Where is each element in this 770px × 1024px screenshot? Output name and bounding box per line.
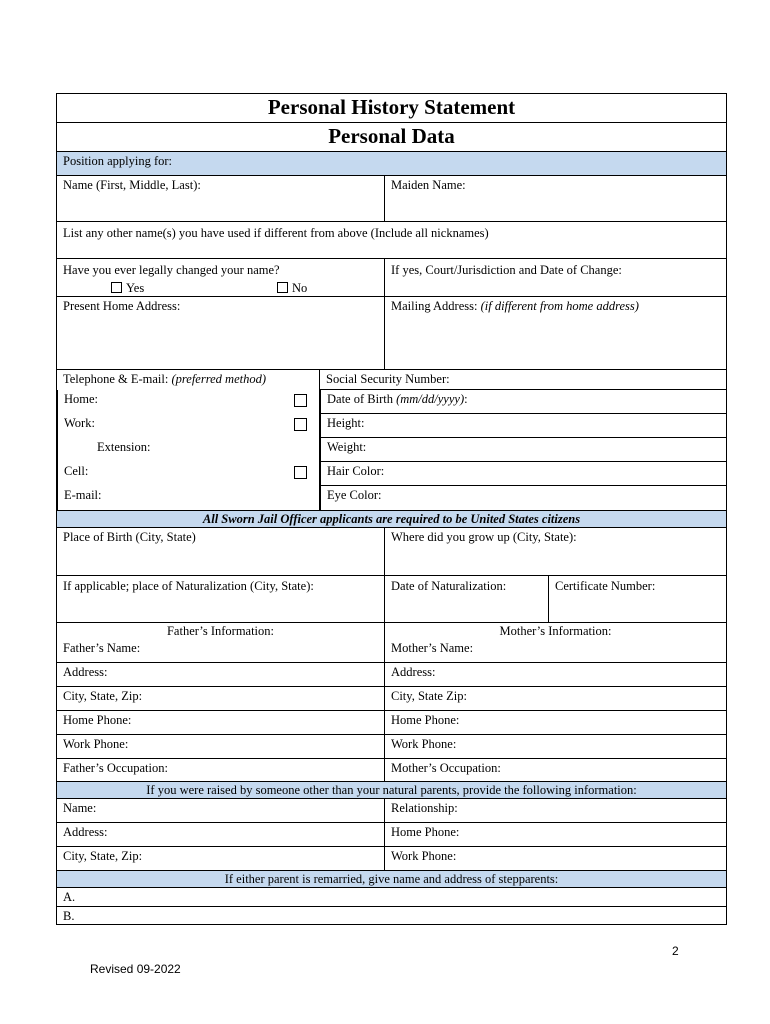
weight-label: Weight: bbox=[327, 440, 367, 454]
name-row bbox=[57, 175, 726, 221]
mailing-address-note: (if different from home address) bbox=[480, 299, 639, 313]
form-title-row bbox=[57, 94, 726, 122]
mailing-address-label: Mailing Address: bbox=[391, 299, 478, 313]
email-field[interactable] bbox=[57, 486, 319, 510]
mother-home-phone-field[interactable]: Home Phone: bbox=[384, 711, 726, 734]
grow-up-label: Where did you grow up (City, State): bbox=[391, 530, 577, 544]
physical-column bbox=[320, 370, 726, 510]
parents-row bbox=[57, 639, 726, 662]
citizens-notice: All Sworn Jail Officer applicants are required to be United States citizens bbox=[202, 512, 581, 526]
stepparent-row bbox=[57, 906, 726, 924]
ssn-field[interactable] bbox=[320, 370, 726, 390]
grow-up-field[interactable] bbox=[384, 528, 726, 575]
revision-date: Revised 09-2022 bbox=[90, 962, 181, 976]
cell-phone-field[interactable] bbox=[57, 462, 319, 486]
certificate-number-field[interactable] bbox=[548, 576, 726, 622]
parents-row bbox=[57, 758, 726, 781]
naturalization-date-field[interactable] bbox=[384, 576, 548, 622]
dob-note: (mm/dd/yyyy) bbox=[396, 392, 465, 406]
guardian-work-phone-field[interactable]: Work Phone: bbox=[384, 847, 726, 870]
stepparents-notice: If either parent is remarried, give name and address of stepparents: bbox=[224, 872, 559, 886]
yes-checkbox[interactable] bbox=[111, 282, 122, 293]
personal-history-form bbox=[56, 93, 727, 925]
mailing-address-field[interactable] bbox=[384, 297, 726, 369]
name-label: Name (First, Middle, Last): bbox=[63, 178, 201, 192]
father-work-phone-field[interactable]: Work Phone: bbox=[63, 737, 129, 751]
mother-work-phone-field[interactable]: Work Phone: bbox=[384, 735, 726, 758]
ssn-label: Social Security Number: bbox=[326, 372, 450, 386]
email-label: E-mail: bbox=[64, 488, 102, 502]
other-names-field[interactable] bbox=[57, 222, 726, 258]
parents-row bbox=[57, 662, 726, 686]
father-occupation-field[interactable]: Father’s Occupation: bbox=[63, 761, 168, 775]
birth-place-label: Place of Birth (City, State) bbox=[63, 530, 196, 544]
extension-label: Extension: bbox=[97, 440, 151, 454]
name-change-field bbox=[57, 259, 384, 296]
weight-field[interactable] bbox=[320, 438, 726, 462]
maiden-name-field[interactable] bbox=[384, 176, 726, 221]
hair-color-label: Hair Color: bbox=[327, 464, 385, 478]
form-title: Personal History Statement bbox=[267, 95, 516, 119]
stepparent-row bbox=[57, 887, 726, 906]
telephone-header bbox=[57, 370, 319, 390]
home-phone-field[interactable] bbox=[57, 390, 319, 414]
father-name-field[interactable]: Father’s Name: bbox=[63, 641, 141, 655]
name-field[interactable] bbox=[57, 176, 384, 221]
stepparent-b-field[interactable]: B. bbox=[63, 909, 75, 923]
page-number: 2 bbox=[672, 944, 679, 958]
naturalization-row bbox=[57, 575, 726, 622]
address-row bbox=[57, 296, 726, 369]
eye-color-field[interactable] bbox=[320, 486, 726, 510]
father-city-field[interactable]: City, State, Zip: bbox=[63, 689, 143, 703]
parents-row bbox=[57, 686, 726, 710]
no-option[interactable] bbox=[277, 281, 307, 296]
raised-row bbox=[57, 798, 726, 822]
mother-occupation-field[interactable]: Mother’s Occupation: bbox=[384, 759, 726, 781]
yes-label: Yes bbox=[126, 281, 145, 295]
position-label: Position applying for: bbox=[63, 154, 173, 168]
naturalization-date-label: Date of Naturalization: bbox=[391, 579, 507, 593]
name-change-row bbox=[57, 258, 726, 296]
eye-color-label: Eye Color: bbox=[327, 488, 382, 502]
work-phone-field[interactable] bbox=[57, 414, 319, 438]
other-names-row bbox=[57, 221, 726, 258]
position-row[interactable] bbox=[57, 151, 726, 175]
cell-phone-label: Cell: bbox=[64, 464, 89, 478]
dob-field[interactable] bbox=[320, 390, 726, 414]
other-names-label: List any other name(s) you have used if different from above (Include all nicknames) bbox=[63, 226, 489, 240]
mother-name-field[interactable]: Mother’s Name: bbox=[384, 639, 726, 662]
raised-row bbox=[57, 822, 726, 846]
dob-label: Date of Birth bbox=[327, 392, 393, 406]
cell-preferred-checkbox[interactable] bbox=[294, 466, 307, 479]
work-preferred-checkbox[interactable] bbox=[294, 418, 307, 431]
mother-city-field[interactable]: City, State Zip: bbox=[384, 687, 726, 710]
form-subtitle-row bbox=[57, 122, 726, 151]
guardian-name-field[interactable]: Name: bbox=[63, 801, 97, 815]
parents-row bbox=[57, 734, 726, 758]
maiden-name-label: Maiden Name: bbox=[391, 178, 466, 192]
birth-place-field[interactable] bbox=[57, 528, 384, 575]
guardian-address-field[interactable]: Address: bbox=[63, 825, 108, 839]
court-field[interactable] bbox=[384, 259, 726, 296]
home-preferred-checkbox[interactable] bbox=[294, 394, 307, 407]
father-address-field[interactable]: Address: bbox=[63, 665, 108, 679]
yes-option[interactable] bbox=[111, 281, 144, 296]
telephone-label: Telephone & E-mail: bbox=[63, 372, 169, 386]
raised-notice-row bbox=[57, 781, 726, 798]
home-phone-label: Home: bbox=[64, 392, 99, 406]
raised-row bbox=[57, 846, 726, 870]
citizens-notice-row bbox=[57, 510, 726, 527]
telephone-note: (preferred method) bbox=[171, 372, 266, 386]
height-field[interactable] bbox=[320, 414, 726, 438]
parents-row bbox=[57, 710, 726, 734]
guardian-relationship-field[interactable]: Relationship: bbox=[384, 799, 726, 822]
no-label: No bbox=[292, 281, 308, 295]
stepparent-a-field[interactable]: A. bbox=[63, 890, 76, 904]
hair-color-field[interactable] bbox=[320, 462, 726, 486]
guardian-city-field[interactable]: City, State, Zip: bbox=[63, 849, 143, 863]
father-info-header: Father’s Information: bbox=[166, 624, 275, 638]
parents-rows bbox=[57, 639, 726, 781]
court-label: If yes, Court/Jurisdiction and Date of Change: bbox=[391, 263, 622, 277]
home-address-label: Present Home Address: bbox=[63, 299, 181, 313]
father-home-phone-field[interactable]: Home Phone: bbox=[63, 713, 132, 727]
work-phone-label: Work: bbox=[64, 416, 95, 430]
no-checkbox[interactable] bbox=[277, 282, 288, 293]
dob-colon: : bbox=[464, 392, 468, 406]
parents-header-row bbox=[57, 622, 726, 639]
guardian-home-phone-field[interactable]: Home Phone: bbox=[384, 823, 726, 846]
contact-physical-block bbox=[57, 369, 726, 510]
mother-address-field[interactable]: Address: bbox=[384, 663, 726, 686]
stepparents-notice-row bbox=[57, 870, 726, 887]
naturalization-place-field[interactable] bbox=[57, 576, 384, 622]
raised-notice: If you were raised by someone other than your natural parents, provide the following information: bbox=[146, 783, 637, 797]
form-subtitle: Personal Data bbox=[328, 124, 455, 148]
extension-field[interactable] bbox=[57, 438, 319, 462]
contact-column bbox=[57, 370, 320, 510]
mother-info-header: Mother’s Information: bbox=[384, 623, 726, 639]
home-address-field[interactable] bbox=[57, 297, 384, 369]
name-change-label: Have you ever legally changed your name? bbox=[63, 263, 280, 277]
height-label: Height: bbox=[327, 416, 365, 430]
naturalization-place-label: If applicable; place of Naturalization (City, State): bbox=[63, 579, 314, 593]
birth-row bbox=[57, 527, 726, 575]
certificate-number-label: Certificate Number: bbox=[555, 579, 656, 593]
